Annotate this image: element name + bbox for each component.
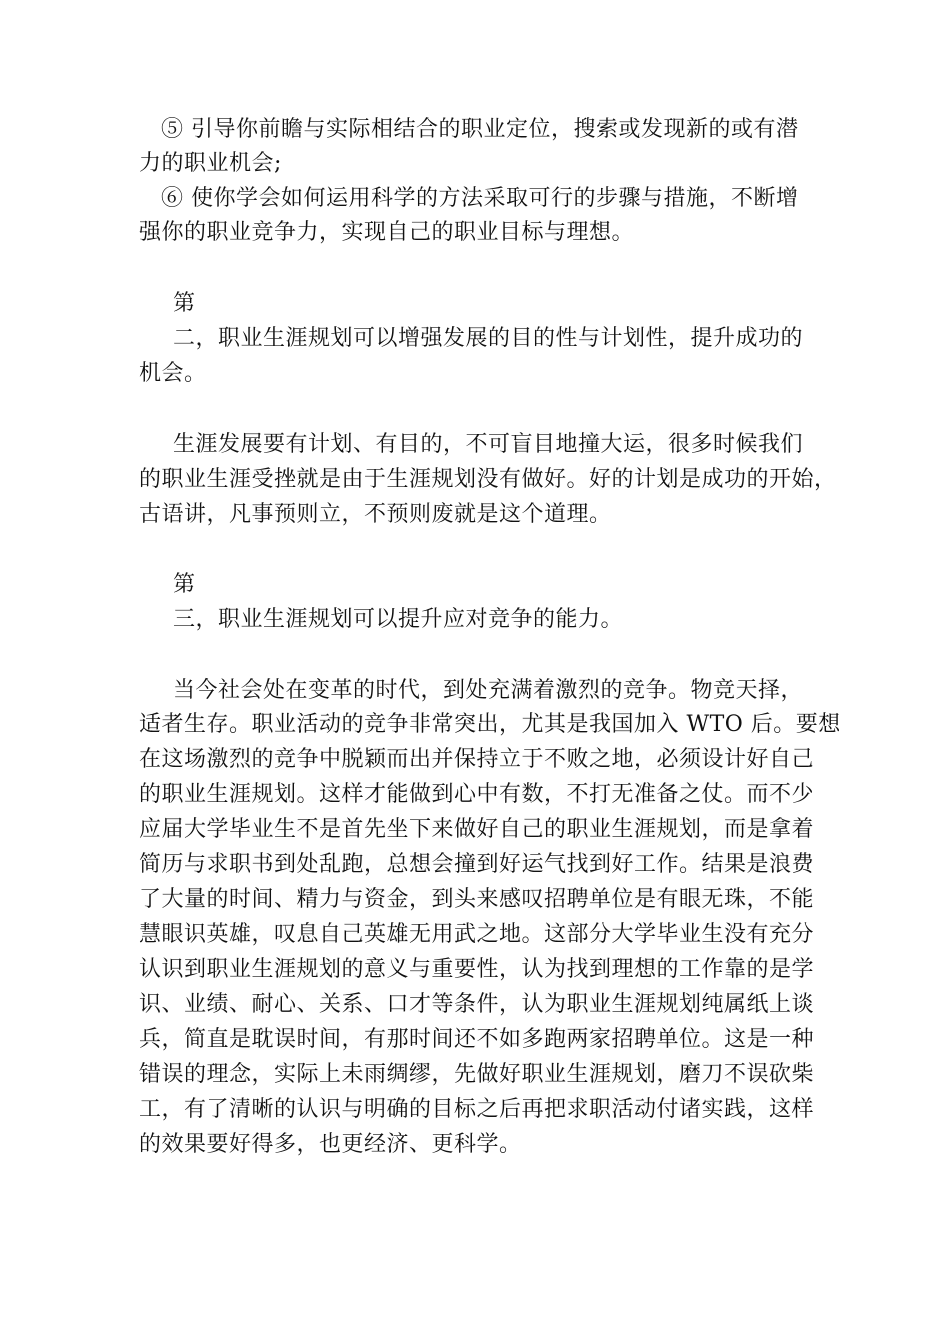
section-2-heading-line-2: 机会。	[139, 361, 207, 386]
list-item-6-line-1	[161, 184, 799, 214]
section-2-body-line-1: 生涯发展要有计划、有目的，不可盲目地撞大运，很多时候我们	[173, 432, 804, 457]
list-item-5-text: 引导你前瞻与实际相结合的职业定位，搜索或发现新的或有潜	[183, 117, 799, 142]
list-item-5-line-2: 力的职业机会;	[139, 151, 282, 176]
section-3-heading-line-1: 三，职业生涯规划可以提升应对竞争的能力。	[173, 607, 624, 632]
list-item-6-text: 使你学会如何运用科学的方法采取可行的步骤与措施，不断增	[183, 186, 799, 211]
section-2-body-line-2: 的职业生涯受挫就是由于生涯规划没有做好。好的计划是成功的开始，	[139, 467, 837, 492]
circled-number-6: ⑥	[161, 186, 184, 211]
section-3-body-line-11: 兵，简直是耽误时间，有那时间还不如多跑两家招聘单位。这是一种	[139, 1027, 815, 1052]
section-3-body-line-6: 简历与求职书到处乱跑，总想会撞到好运气找到好工作。结果是浪费	[139, 852, 815, 877]
section-3-label: 第	[173, 572, 196, 597]
circled-number-5: ⑤	[161, 117, 184, 142]
section-3-body-line-7: 了大量的时间、精力与资金，到头来感叹招聘单位是有眼无珠，不能	[139, 887, 815, 912]
section-3-body-line-10: 识、业绩、耐心、关系、口才等条件，认为职业生涯规划纯属纸上谈	[139, 992, 815, 1017]
section-3-body-line-8: 慧眼识英雄，叹息自己英雄无用武之地。这部分大学毕业生没有充分	[139, 922, 815, 947]
section-3-body-line-14: 的效果要好得多，也更经济、更科学。	[139, 1132, 522, 1157]
section-2-body-line-3: 古语讲，凡事预则立，不预则废就是这个道理。	[139, 502, 612, 527]
list-item-5-line-1	[161, 115, 799, 145]
section-2-heading-line-1: 二，职业生涯规划可以增强发展的目的性与计划性，提升成功的	[173, 326, 804, 351]
section-3-body-line-1: 当今社会处在变革的时代，到处充满着激烈的竞争。物竞天择，	[173, 678, 804, 703]
section-3-body-line-9: 认识到职业生涯规划的意义与重要性，认为找到理想的工作靠的是学	[139, 957, 815, 982]
section-2-label: 第	[173, 291, 196, 316]
section-3-body-line-5: 应届大学毕业生不是首先坐下来做好自己的职业生涯规划，而是拿着	[139, 817, 815, 842]
section-3-body-line-13: 工，有了清晰的认识与明确的目标之后再把求职活动付诸实践，这样	[139, 1097, 815, 1122]
section-3-body-line-2: 适者生存。职业活动的竞争非常突出，尤其是我国加入 WTO 后。要想	[139, 712, 841, 737]
list-item-6-line-2: 强你的职业竞争力，实现自己的职业目标与理想。	[139, 220, 635, 245]
section-3-body-line-12: 错误的理念，实际上未雨绸缪，先做好职业生涯规划，磨刀不误砍柴	[139, 1062, 815, 1087]
section-3-body-line-3: 在这场激烈的竞争中脱颖而出并保持立于不败之地，必须设计好自己	[139, 747, 815, 772]
section-3-body-line-4: 的职业生涯规划。这样才能做到心中有数，不打无准备之仗。而不少	[139, 782, 815, 807]
